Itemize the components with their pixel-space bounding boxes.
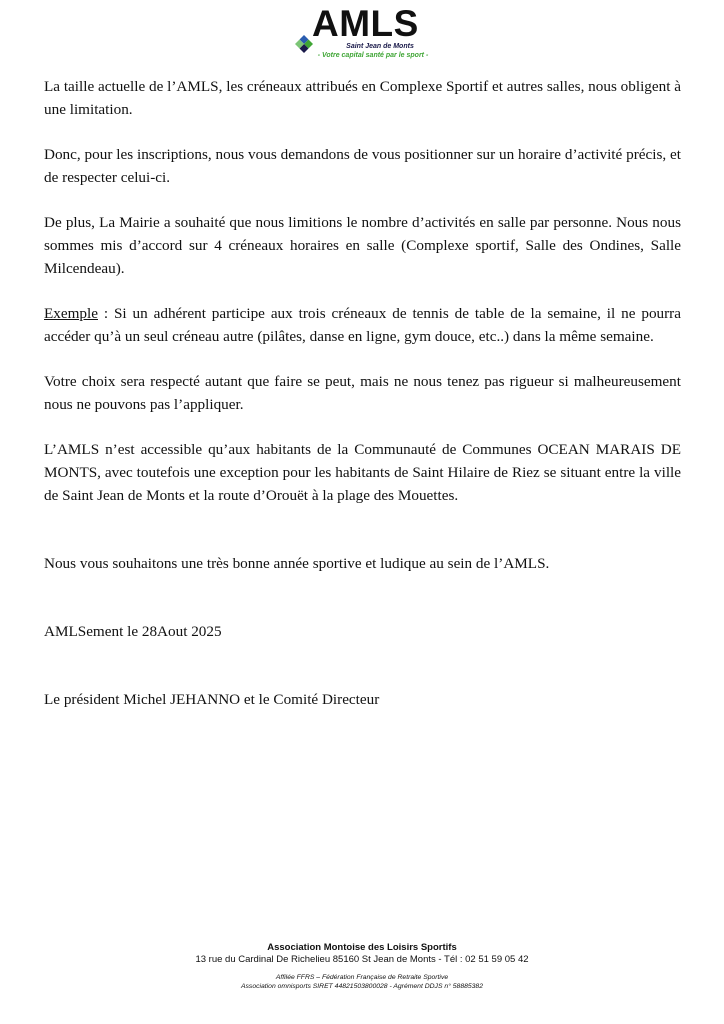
footer-siret: Association omnisports SIRET 44821503800028 - Agrément DDJS n° 58885382 bbox=[240, 983, 483, 990]
paragraph-mairie: De plus, La Mairie a souhaité que nous limitions le nombre d’activités en salle par personne. Nous nous sommes mis d’accord sur 4 créneaux horaires en salle (Complexe sportif, Salle des Ondines, Salle Milcendeau). bbox=[44, 214, 681, 277]
logo-title: AMLS bbox=[312, 3, 419, 44]
paragraph-example bbox=[44, 302, 681, 348]
amls-logo bbox=[290, 3, 440, 63]
footer-association-name: Association Montoise des Loisirs Sportifs bbox=[267, 942, 457, 953]
paragraph-limitation: La taille actuelle de l’AMLS, les créneaux attribués en Complexe Sportif et autres salles, nous obligent à une limitation. bbox=[44, 78, 681, 118]
logo-tagline: - Votre capital santé par le sport - bbox=[317, 52, 429, 59]
paragraph-wishes: Nous vous souhaitons une très bonne année sportive et ludique au sein de l’AMLS. bbox=[44, 555, 550, 572]
paragraph-eligibility: L’AMLS n’est accessible qu’aux habitants de la Communauté de Communes OCEAN MARAIS DE MONTS, avec toutefois une exception pour les habitants de Saint Hilaire de Riez se situant entre la ville de Saint Jean de Monts et la route d’Orouët à la plage des Mouettes. bbox=[44, 441, 681, 504]
footer-affiliation: Affilée FFRS – Fédération Française de Retraite Sportive bbox=[275, 974, 449, 981]
date-line: AMLSement le 28Aout 2025 bbox=[44, 623, 222, 640]
example-text: : Si un adhérent participe aux trois créneaux de tennis de table de la semaine, il ne pourra accéder qu’à un seul créneau autre (pilâtes, danse en ligne, gym douce, etc..) dans la même semaine. bbox=[44, 305, 681, 345]
signature-line: Le président Michel JEHANNO et le Comité Directeur bbox=[44, 691, 380, 708]
logo-subtitle: Saint Jean de Monts bbox=[346, 43, 414, 50]
letter-body bbox=[44, 75, 681, 711]
footer-address: 13 rue du Cardinal De Richelieu 85160 St Jean de Monts - Tél : 02 51 59 05 42 bbox=[195, 954, 529, 965]
example-label: Exemple bbox=[44, 305, 98, 322]
page-footer bbox=[0, 942, 724, 991]
paragraph-inscriptions: Donc, pour les inscriptions, nous vous demandons de vous positionner sur un horaire d’activité précis, et de respecter celui-ci. bbox=[44, 146, 681, 186]
paragraph-choice: Votre choix sera respecté autant que faire se peut, mais ne nous tenez pas rigueur si malheureusement nous ne pouvons pas l’appliquer. bbox=[44, 373, 681, 413]
